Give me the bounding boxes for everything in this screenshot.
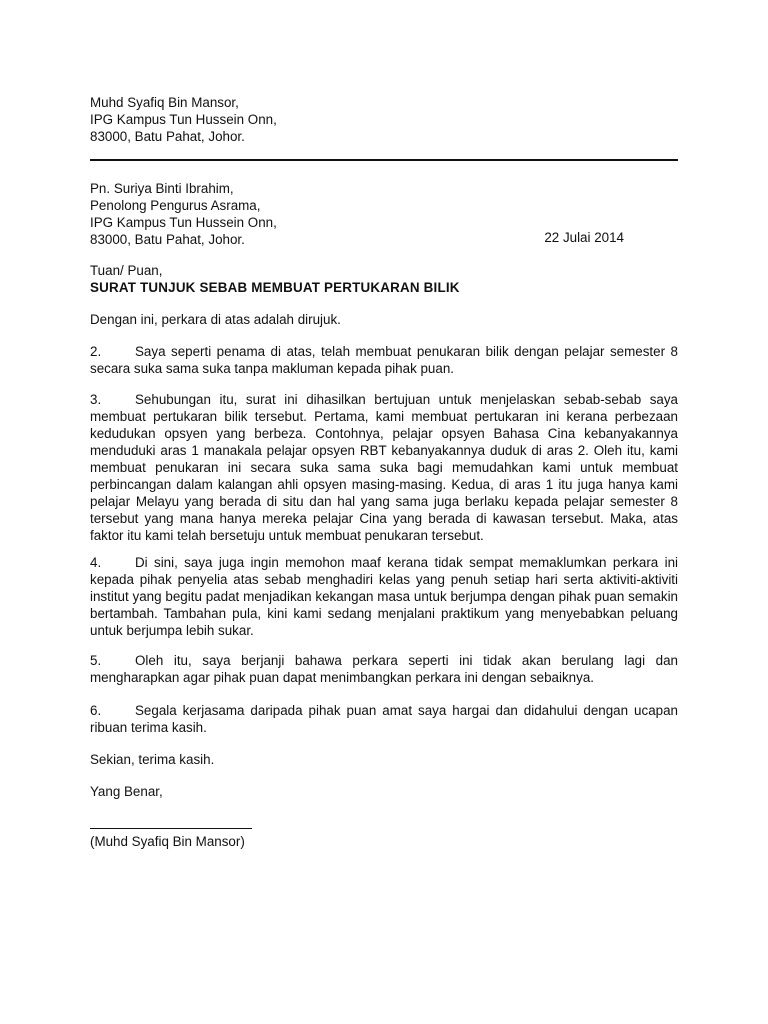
closing-block [90, 751, 678, 768]
recipient-address-line-2: 83000, Batu Pahat, Johor. [90, 232, 245, 247]
sender-address-line-2: 83000, Batu Pahat, Johor. [90, 129, 245, 144]
recipient-title: Penolong Pengurus Asrama, [90, 198, 261, 213]
paragraph-3 [90, 391, 678, 544]
letter-date: 22 Julai 2014 [544, 230, 624, 245]
paragraph-text: Sehubungan itu, surat ini dihasilkan bertujuan untuk menjelaskan sebab-sebab saya membuat pertukaran bilik tersebut. Pertama, kami membuat pertukaran ini kerana perbezaan kedudukan opsyen yang berbeza. Contohnya, pelajar opsyen Bahasa Cina kebanyakannya menduduki aras 1 manakala pelajar opsyen RBT kebanyakannya duduk di aras 2. Oleh itu, kami membuat penukaran ini secara suka sama suka bagi memudahkan kami untuk membuat perbincangan dalam kalangan ahli opsyen masing-masing. Kedua, di aras 1 itu juga hanya kami pelajar Melayu yang berada di situ dan hal yang sama juga berlaku kepada pelajar semester 8 tersebut yang mana hanya mereka pelajar Cina yang berada di kawasan tersebut. Maka, atas faktor itu kami telah bersetuju untuk membuat penukaran tersebut. [90, 392, 678, 543]
paragraph-text: Di sini, saya juga ingin memohon maaf kerana tidak sempat memaklumkan perkara ini kepada pihak penyelia atas sebab menghadiri kelas yang penuh setiap hari serta aktiviti-aktiviti institut yang begitu padat menjadikan kekangan masa untuk berjumpa dengan pihak puan semakin bertambah. Tambahan pula, kini kami sedang menjalani praktikum yang menyebabkan peluang untuk berjumpa lebih sukar. [90, 555, 678, 638]
paragraph-number: 3. [90, 392, 102, 407]
signature-block [90, 833, 678, 850]
paragraph-text: Saya seperti penama di atas, telah membuat penukaran bilik dengan pelajar semester 8 secara suka sama suka tanpa makluman kepada pihak puan. [90, 344, 678, 376]
closing-sign-off [90, 783, 678, 800]
closing-thanks: Sekian, terima kasih. [90, 752, 215, 767]
sender-address [90, 94, 678, 145]
signature-line [90, 828, 252, 829]
intro-text: Dengan ini, perkara di atas adalah dirujuk. [90, 312, 341, 327]
intro-paragraph [90, 311, 678, 328]
paragraph-number: 4. [90, 555, 102, 570]
letter-subject: SURAT TUNJUK SEBAB MEMBUAT PERTUKARAN BILIK [90, 280, 460, 295]
paragraph-2 [90, 343, 678, 377]
closing-yang-benar: Yang Benar, [90, 784, 163, 799]
recipient-name: Pn. Suriya Binti Ibrahim, [90, 181, 234, 196]
signature-name: (Muhd Syafiq Bin Mansor) [90, 834, 245, 849]
paragraph-number: 2. [90, 344, 102, 359]
paragraph-text: Segala kerjasama daripada pihak puan amat saya hargai dan didahului dengan ucapan ribuan terima kasih. [90, 703, 678, 735]
recipient-address-line-1: IPG Kampus Tun Hussein Onn, [90, 215, 277, 230]
paragraph-number: 6. [90, 703, 102, 718]
paragraph-6 [90, 702, 678, 736]
paragraph-number: 5. [90, 653, 102, 668]
paragraph-4 [90, 554, 678, 639]
paragraph-5 [90, 652, 678, 686]
salutation: Tuan/ Puan, [90, 263, 163, 278]
sender-name: Muhd Syafiq Bin Mansor, [90, 95, 239, 110]
header-divider [90, 159, 678, 161]
paragraph-text: Oleh itu, saya berjanji bahawa perkara seperti ini tidak akan berulang lagi dan mengharapkan agar pihak puan dapat menimbangkan perkara ini dengan sebaiknya. [90, 653, 678, 685]
salutation-block [90, 262, 678, 296]
sender-address-line-1: IPG Kampus Tun Hussein Onn, [90, 112, 277, 127]
